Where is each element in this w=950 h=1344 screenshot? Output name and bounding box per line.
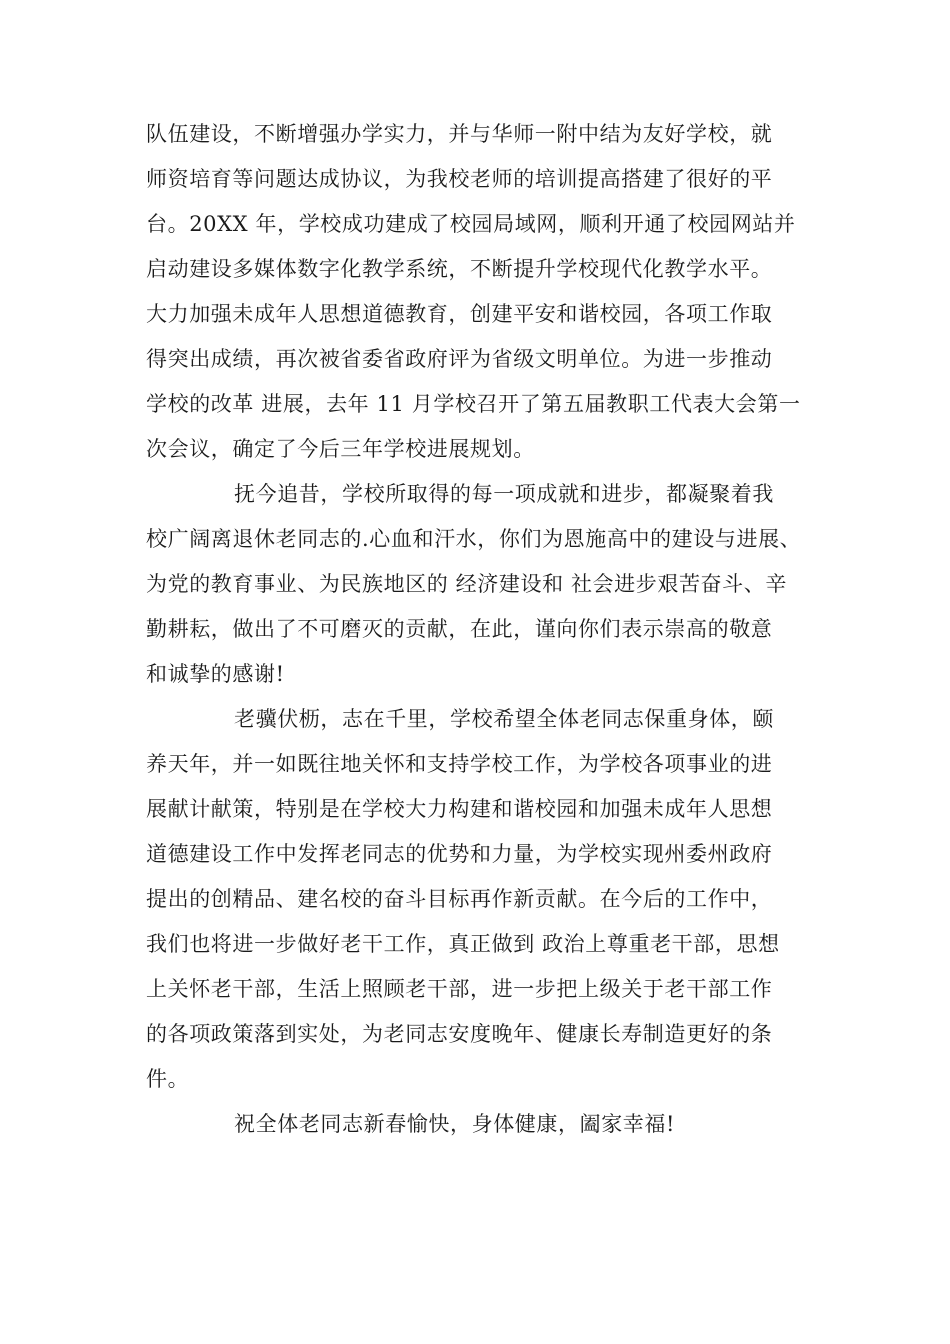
text-line: 启动建设多媒体数字化教学系统，不断提升学校现代化教学水平。 — [146, 257, 773, 281]
text-line: 校广阔离退休老同志的.心血和汗水，你们为恩施高中的建设与进展、 — [146, 527, 802, 551]
text-line: 台。20XX 年，学校成功建成了校园局域网，顺利开通了校园网站并 — [146, 212, 796, 236]
text-line: 队伍建设，不断增强办学实力，并与华师一附中结为友好学校，就 — [146, 122, 773, 146]
text-line: 道德建设工作中发挥老同志的优势和力量，为学校实现州委州政府 — [146, 842, 773, 866]
text-line: 老骥伏枥，志在千里，学校希望全体老同志保重身体，颐 — [234, 707, 774, 731]
closing-greeting: 祝全体老同志新春愉快，身体健康，阖家幸福! — [234, 1112, 676, 1136]
text-line: 为党的教育事业、为民族地区的 经济建设和 社会进步艰苦奋斗、辛 — [146, 572, 787, 596]
text-line: 展献计献策，特别是在学校大力构建和谐校园和加强未成年人思想 — [146, 797, 773, 821]
text-line: 和诚挚的感谢! — [146, 662, 285, 686]
text-line: 抚今追昔，学校所取得的每一项成就和进步，都凝聚着我 — [234, 482, 774, 506]
document-body — [146, 112, 816, 1147]
text-line: 件。 — [146, 1067, 190, 1091]
text-line: 勤耕耘，做出了不可磨灭的贡献，在此，谨向你们表示崇高的敬意 — [146, 617, 773, 641]
text-line: 养天年，并一如既往地关怀和支持学校工作，为学校各项事业的进 — [146, 752, 773, 776]
paragraph-2 — [146, 472, 816, 697]
paragraph-3 — [146, 697, 816, 1102]
text-line: 的各项政策落到实处，为老同志安度晚年、健康长寿制造更好的条 — [146, 1022, 773, 1046]
text-line: 师资培育等问题达成协议，为我校老师的培训提高搭建了很好的平 — [146, 167, 773, 191]
text-line: 学校的改革 进展，去年 11 月学校召开了第五届教职工代表大会第一 — [146, 392, 801, 416]
paragraph-1 — [146, 112, 816, 472]
text-line: 得突出成绩，再次被省委省政府评为省级文明单位。为进一步推动 — [146, 347, 773, 371]
text-line: 提出的创精品、建名校的奋斗目标再作新贡献。在今后的工作中， — [146, 887, 773, 911]
text-line: 次会议，确定了今后三年学校进展规划。 — [146, 437, 535, 461]
text-line: 上关怀老干部，生活上照顾老干部，进一步把上级关于老干部工作 — [146, 977, 773, 1001]
text-line: 大力加强未成年人思想道德教育，创建平安和谐校园，各项工作取 — [146, 302, 773, 326]
text-line: 我们也将进一步做好老干工作，真正做到 政治上尊重老干部，思想 — [146, 932, 780, 956]
